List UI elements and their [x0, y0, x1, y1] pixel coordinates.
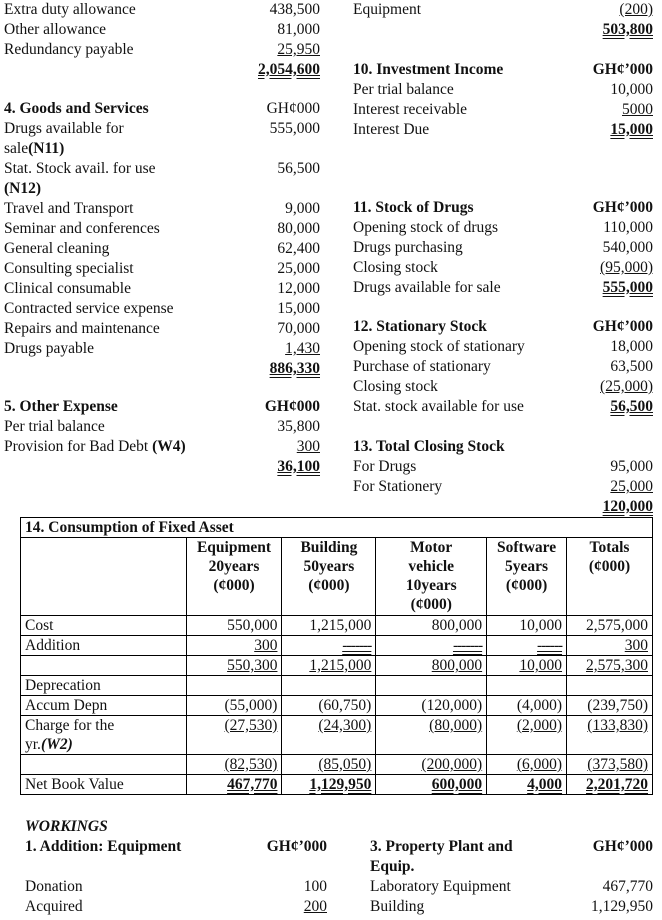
line-item	[4, 40, 320, 60]
line-label: Opening stock of stationary	[353, 338, 525, 355]
section-header	[4, 99, 320, 119]
unit-label: GH¢’000	[592, 199, 653, 216]
header-totals: Totals (¢000)	[567, 538, 653, 616]
line-label: Consulting specialist	[4, 260, 134, 277]
note-ref: (N11)	[28, 140, 65, 157]
cell-value: (133,830)	[587, 717, 648, 734]
cell-value: (24,300)	[318, 717, 372, 734]
line-value: 70,000	[277, 320, 320, 337]
table-row	[21, 716, 653, 755]
header-building: Building 50years (¢000)	[282, 538, 376, 616]
line-label: Drugs payable	[4, 340, 94, 357]
line-item	[353, 278, 653, 298]
line-value: 100	[303, 878, 327, 895]
unit-label: GH¢000	[266, 100, 320, 117]
line-value: (95,000)	[600, 259, 653, 276]
table-title: 14. Consumption of Fixed Asset	[21, 518, 653, 538]
section-total: 36,100	[277, 458, 320, 475]
line-label: For Drugs	[353, 458, 417, 475]
line-value: 200	[303, 898, 327, 915]
cell-value: (373,580)	[587, 756, 648, 773]
cell-value: (120,000)	[376, 696, 487, 716]
section-total: 503,800	[602, 21, 653, 38]
cell-value: (82,530)	[224, 756, 278, 773]
line-label: Laboratory Equipment	[370, 878, 511, 895]
cell-value: 2,201,720	[586, 776, 648, 793]
line-item	[4, 159, 320, 179]
line-item	[353, 457, 653, 477]
line-item	[4, 437, 320, 457]
line-value: 80,000	[277, 220, 320, 237]
line-label: Per trial balance	[353, 81, 454, 98]
table-title-row	[21, 518, 653, 538]
line-value: 1,430	[285, 340, 320, 357]
table-row	[21, 676, 653, 696]
unit-label: GH¢’000	[592, 838, 653, 855]
line-item	[25, 897, 327, 917]
cell-value: 4,000	[527, 776, 563, 793]
line-label: Extra duty allowance	[4, 1, 136, 18]
line-value: 25,000	[277, 260, 320, 277]
cell-value: (27,530)	[224, 717, 278, 734]
line-item	[4, 199, 320, 219]
total-row	[4, 60, 320, 80]
row-label	[21, 656, 187, 676]
investment-income-section	[353, 60, 653, 140]
table-row-nbv	[21, 775, 653, 795]
empty-cell	[487, 676, 567, 696]
line-label: Clinical consumable	[4, 280, 131, 297]
empty-cell	[186, 676, 282, 696]
row-label	[21, 755, 187, 775]
line-label: Building	[370, 898, 425, 915]
line-value: 555,000	[602, 279, 653, 296]
row-label: Net Book Value	[21, 775, 187, 795]
line-item	[353, 357, 653, 377]
cell-value: 2,575,000	[567, 616, 653, 636]
line-value: 540,000	[602, 239, 653, 256]
line-value: 555,000	[269, 120, 320, 137]
line-label: Stat. stock available for use	[353, 398, 524, 415]
line-item	[353, 100, 653, 120]
line-label: Equipment	[353, 1, 422, 18]
line-label: Closing stock	[353, 259, 438, 276]
line-value: 56,500	[277, 160, 320, 177]
row-label: Accum Depn	[21, 696, 187, 716]
line-item	[353, 377, 653, 397]
header-blank	[21, 538, 187, 616]
cell-value: 300	[254, 637, 278, 654]
cell-value: 10,000	[487, 616, 567, 636]
line-label: Drugs purchasing	[353, 239, 463, 256]
line-item	[353, 238, 653, 258]
line-value: (25,000)	[600, 378, 653, 395]
line-label: Interest receivable	[353, 101, 468, 118]
spacer	[25, 857, 327, 877]
table-header-row	[21, 538, 653, 616]
line-item	[4, 20, 320, 40]
line-item	[4, 219, 320, 239]
line-item	[353, 337, 653, 357]
line-label: Seminar and conferences	[4, 220, 160, 237]
header-motor-vehicle: Motor vehicle 10years (¢000)	[376, 538, 487, 616]
line-label: Closing stock	[353, 378, 438, 395]
line-item	[4, 279, 320, 299]
line-label: Donation	[25, 878, 83, 895]
cell-value: -------	[342, 637, 372, 654]
cell-value: 10,000	[519, 657, 563, 674]
line-value: 1,129,950	[591, 898, 653, 915]
unit-label: GH¢’000	[592, 61, 653, 78]
line-item	[353, 477, 653, 497]
line-item	[4, 239, 320, 259]
section-header	[4, 397, 320, 417]
line-item	[353, 0, 653, 20]
total-closing-stock-section	[353, 437, 653, 517]
line-label: Opening stock of drugs	[353, 219, 499, 236]
line-value: 5000	[622, 101, 653, 118]
line-label: Redundancy payable	[4, 41, 134, 58]
line-item-cont	[4, 179, 320, 199]
empty-cell	[567, 676, 653, 696]
section-title: Equip.	[370, 858, 415, 875]
table-row	[21, 755, 653, 775]
section-header	[353, 437, 653, 457]
row-label: Addition	[21, 636, 187, 656]
total-row	[4, 457, 320, 477]
section-header	[353, 198, 653, 218]
note-ref: (N12)	[4, 180, 42, 197]
cell-value: ------	[537, 637, 563, 654]
section-header-cont	[370, 857, 653, 877]
section-total: 120,000	[602, 498, 653, 515]
line-value: 300	[296, 438, 320, 455]
cell-value: 550,000	[186, 616, 282, 636]
cell-value: 1,129,950	[309, 776, 372, 793]
line-item	[4, 319, 320, 339]
line-label: Provision for Bad Debt	[4, 438, 153, 455]
line-item	[4, 339, 320, 359]
other-expense-section	[4, 397, 320, 477]
line-label: Acquired	[25, 898, 83, 915]
section-header	[25, 837, 327, 857]
line-label: General cleaning	[4, 240, 110, 257]
row-label: Deprecation	[21, 676, 187, 696]
cell-value: -------	[452, 637, 483, 654]
note-ref: (W4)	[152, 438, 186, 455]
section-title: 3. Property Plant and	[370, 838, 513, 855]
cell-value: 1,215,000	[309, 657, 372, 674]
line-label: sale	[4, 140, 29, 157]
workings-section	[25, 817, 327, 917]
cell-value: (55,000)	[186, 696, 282, 716]
line-value: (200)	[619, 1, 653, 18]
section-title: 13. Total Closing Stock	[353, 438, 505, 455]
unit-label: GH¢’000	[592, 318, 653, 335]
row-label: Charge for the yr.(W2)	[21, 716, 187, 755]
header-equipment: Equipment 20years (¢000)	[186, 538, 282, 616]
note-ref: (W2)	[40, 736, 73, 753]
cell-value: (239,750)	[567, 696, 653, 716]
salary-tail-section	[4, 0, 320, 80]
line-item	[4, 259, 320, 279]
equipment-tail-section	[353, 0, 653, 40]
cell-value: (200,000)	[421, 756, 483, 773]
line-label: Other allowance	[4, 21, 106, 38]
line-value: 10,000	[610, 81, 653, 98]
row-label: Cost	[21, 616, 187, 636]
line-label: For Stationery	[353, 478, 443, 495]
header-software: Software 5years (¢000)	[487, 538, 567, 616]
line-value: 25,000	[610, 478, 653, 495]
section-title: 10. Investment Income	[353, 61, 504, 78]
line-value: 15,000	[610, 121, 653, 138]
cell-value: 800,000	[376, 616, 487, 636]
section-title: 1. Addition: Equipment	[25, 838, 182, 855]
section-title: 4. Goods and Services	[4, 100, 149, 117]
cell-value: 467,770	[227, 776, 278, 793]
goods-services-section	[4, 99, 320, 379]
line-item	[353, 218, 653, 238]
total-row	[4, 359, 320, 379]
cell-value: (6,000)	[516, 756, 563, 773]
section-title: 12. Stationary Stock	[353, 318, 487, 335]
line-value: 35,800	[277, 418, 320, 435]
line-item	[4, 119, 320, 139]
section-header	[370, 837, 653, 857]
line-value: 81,000	[277, 21, 320, 38]
line-item	[4, 299, 320, 319]
line-value: 18,000	[610, 338, 653, 355]
cell-value: 600,000	[431, 776, 483, 793]
section-title: 5. Other Expense	[4, 398, 118, 415]
line-label: Travel and Transport	[4, 200, 134, 217]
total-row	[353, 497, 653, 517]
line-value: 110,000	[603, 219, 653, 236]
line-item	[353, 120, 653, 140]
line-item	[353, 397, 653, 417]
line-label: Per trial balance	[4, 418, 105, 435]
line-value: 9,000	[285, 200, 320, 217]
line-item	[353, 80, 653, 100]
table-row	[21, 616, 653, 636]
line-value: 62,400	[277, 240, 320, 257]
line-value: 25,950	[277, 41, 320, 58]
cell-value: 300	[624, 637, 648, 654]
cell-value: 550,300	[227, 657, 278, 674]
cell-value: 800,000	[431, 657, 483, 674]
line-item	[370, 897, 653, 917]
table-row	[21, 656, 653, 676]
stationary-stock-section	[353, 317, 653, 417]
line-value: 56,500	[610, 398, 653, 415]
fixed-asset-table	[20, 517, 653, 795]
cell-value: (85,050)	[318, 756, 372, 773]
line-item	[4, 0, 320, 20]
line-value: 12,000	[277, 280, 320, 297]
line-value: 95,000	[610, 458, 653, 475]
section-header	[353, 317, 653, 337]
line-item	[25, 877, 327, 897]
cell-value: (80,000)	[429, 717, 483, 734]
line-label: Repairs and maintenance	[4, 320, 160, 337]
unit-label: GH¢000	[264, 398, 320, 415]
workings-heading-row	[25, 817, 327, 837]
line-label: Drugs available for sale	[353, 279, 501, 296]
line-item	[353, 258, 653, 278]
line-label: Stat. Stock avail. for use	[4, 160, 156, 177]
line-label: Drugs available for	[4, 120, 124, 137]
section-total: 2,054,600	[258, 61, 320, 78]
line-value: 15,000	[277, 300, 320, 317]
line-item	[370, 877, 653, 897]
line-item-cont	[4, 139, 320, 159]
empty-cell	[376, 676, 487, 696]
cell-value: 2,575,300	[586, 657, 648, 674]
line-label: Interest Due	[353, 121, 430, 138]
line-value: 467,770	[602, 878, 653, 895]
stock-of-drugs-section	[353, 198, 653, 298]
workings-ppe-section	[370, 837, 653, 917]
table-row	[21, 636, 653, 656]
line-item	[4, 417, 320, 437]
line-label: Contracted service expense	[4, 300, 174, 317]
line-label: Purchase of stationary	[353, 358, 491, 375]
empty-cell	[282, 676, 376, 696]
line-value: 438,500	[269, 1, 320, 18]
section-total: 886,330	[269, 360, 320, 377]
cell-value: 1,215,000	[282, 616, 376, 636]
workings-heading: WORKINGS	[25, 818, 108, 835]
cell-value: (4,000)	[487, 696, 567, 716]
section-title: 11. Stock of Drugs	[353, 199, 474, 216]
line-value: 63,500	[610, 358, 653, 375]
table-row	[21, 696, 653, 716]
unit-label: GH¢’000	[266, 838, 327, 855]
total-row	[353, 20, 653, 40]
section-header	[353, 60, 653, 80]
cell-value: (2,000)	[516, 717, 563, 734]
cell-value: (60,750)	[282, 696, 376, 716]
